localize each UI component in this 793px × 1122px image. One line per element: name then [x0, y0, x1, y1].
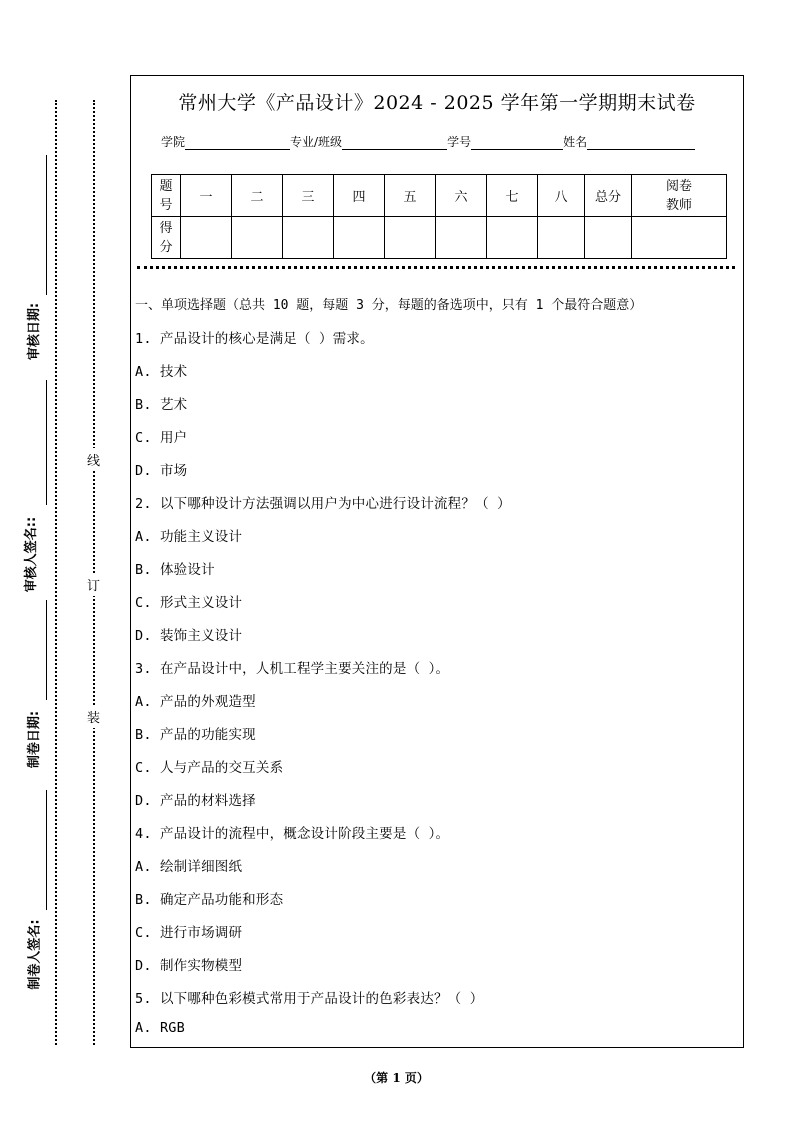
student-id-label: 学号 — [447, 135, 472, 149]
reviewer-signature-label: 审核人签名:: — [24, 516, 40, 593]
score-table-score-row — [152, 217, 727, 259]
grader-signature-cell[interactable] — [632, 217, 727, 259]
score-table-header-row — [152, 175, 727, 217]
option: A. 技术 — [135, 364, 188, 380]
question-number-label: 题 号 — [152, 175, 181, 217]
prepare-date-label: 制卷日期: — [27, 710, 43, 769]
grader-label: 阅卷 教师 — [632, 175, 727, 217]
option: B. 确定产品功能和形态 — [135, 892, 284, 908]
question-stem: 1. 产品设计的核心是满足（ ）需求。 — [135, 331, 374, 347]
option: B. 体验设计 — [135, 562, 215, 578]
page-footer: （第 1 页） — [364, 1071, 429, 1085]
student-info-line — [161, 133, 695, 150]
major-class-label: 专业/班级 — [290, 135, 343, 149]
score-cell[interactable] — [385, 217, 436, 259]
option: A. 绘制详细图纸 — [135, 859, 243, 875]
college-label: 学院 — [161, 135, 186, 149]
score-col-header: 五 — [385, 175, 436, 217]
binding-bind-char: 装 — [87, 705, 100, 728]
question-stem: 2. 以下哪种设计方法强调以用户为中心进行设计流程？（ ） — [135, 496, 511, 512]
prepare-date-field-line[interactable] — [46, 600, 47, 700]
option: D. 装饰主义设计 — [135, 628, 243, 644]
binding-order-char: 订 — [87, 573, 100, 596]
major-class-field[interactable] — [342, 136, 447, 150]
score-table — [151, 174, 727, 259]
option: B. 产品的功能实现 — [135, 727, 256, 743]
option: C. 进行市场调研 — [135, 925, 243, 941]
score-row-label: 得 分 — [152, 217, 181, 259]
dotted-separator — [137, 266, 735, 269]
option: C. 人与产品的交互关系 — [135, 760, 284, 776]
question-stem: 3. 在产品设计中，人机工程学主要关注的是（ ）。 — [135, 661, 450, 677]
score-cell[interactable] — [181, 217, 232, 259]
score-col-header: 一 — [181, 175, 232, 217]
review-date-field-line[interactable] — [46, 155, 47, 295]
option: A. RGB — [135, 1020, 185, 1036]
option: B. 艺术 — [135, 397, 188, 413]
student-id-field[interactable] — [471, 136, 563, 150]
option: D. 产品的材料选择 — [135, 793, 256, 809]
exam-title: 常州大学《产品设计》2024 - 2025 学年第一学期期末试卷 — [178, 92, 696, 114]
option: D. 制作实物模型 — [135, 958, 243, 974]
score-cell[interactable] — [232, 217, 283, 259]
score-cell[interactable] — [436, 217, 487, 259]
review-date-label: 审核日期: — [27, 302, 43, 361]
option: A. 功能主义设计 — [135, 529, 243, 545]
college-field[interactable] — [185, 136, 290, 150]
score-cell[interactable] — [334, 217, 385, 259]
score-col-header: 八 — [538, 175, 585, 217]
option: A. 产品的外观造型 — [135, 694, 256, 710]
section-heading: 一、单项选择题（总共 10 题，每题 3 分，每题的备选项中，只有 1 个最符合题意） — [135, 298, 643, 313]
exam-frame — [130, 75, 744, 1048]
score-col-header: 二 — [232, 175, 283, 217]
name-field[interactable] — [587, 136, 695, 150]
binding-line-char: 线 — [87, 448, 100, 471]
outer-dotted-line — [55, 100, 57, 1045]
preparer-signature-field-line[interactable] — [46, 790, 47, 910]
option: C. 形式主义设计 — [135, 595, 243, 611]
score-col-header: 四 — [334, 175, 385, 217]
option: C. 用户 — [135, 430, 188, 446]
option: D. 市场 — [135, 463, 188, 479]
question-stem: 5. 以下哪种色彩模式常用于产品设计的色彩表达？（ ） — [135, 991, 484, 1007]
score-cell[interactable] — [487, 217, 538, 259]
preparer-signature-label: 制卷人签名: — [27, 919, 43, 990]
score-col-header: 六 — [436, 175, 487, 217]
score-col-header: 三 — [283, 175, 334, 217]
total-score-cell[interactable] — [585, 217, 632, 259]
score-cell[interactable] — [538, 217, 585, 259]
score-cell[interactable] — [283, 217, 334, 259]
reviewer-signature-field-line[interactable] — [46, 380, 47, 505]
score-col-header: 七 — [487, 175, 538, 217]
question-stem: 4. 产品设计的流程中，概念设计阶段主要是（ ）。 — [135, 826, 450, 842]
name-label: 姓名 — [563, 135, 588, 149]
score-col-header: 总分 — [585, 175, 632, 217]
